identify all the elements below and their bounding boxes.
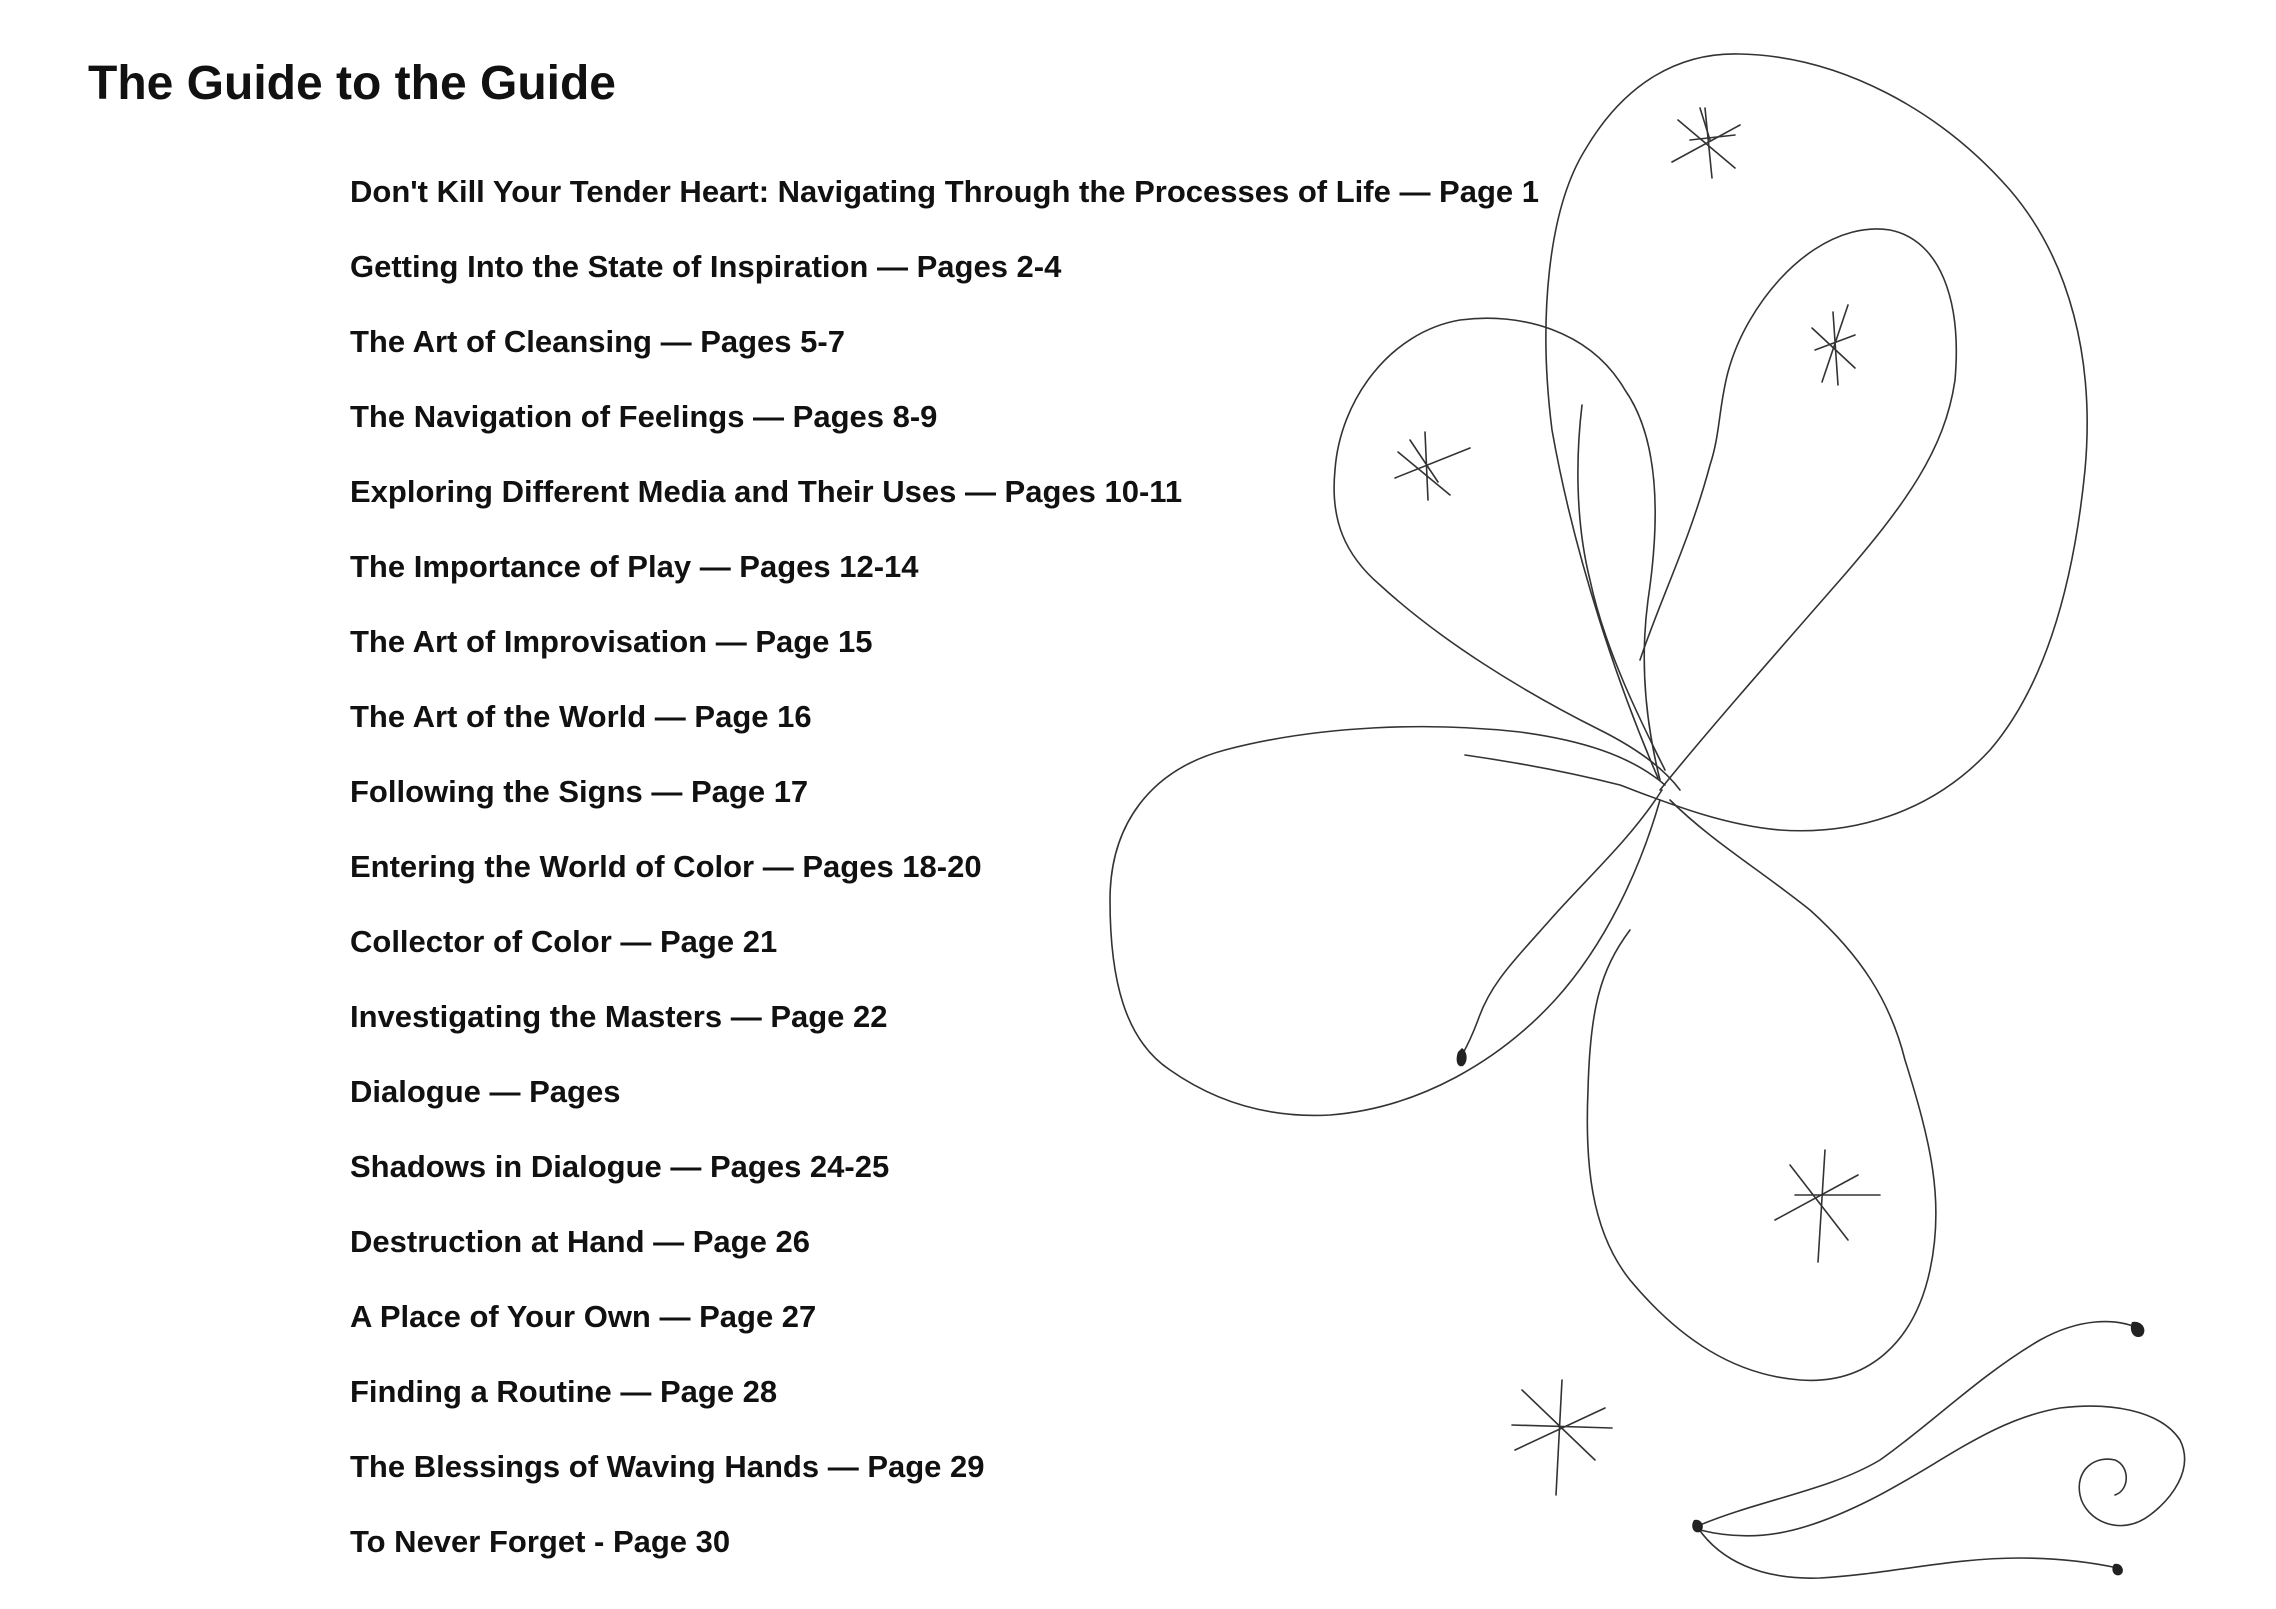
swirl-lower-tip xyxy=(2112,1564,2122,1576)
toc-entry: The Navigation of Feelings — Pages 8-9 xyxy=(350,399,938,434)
toc-entry: Investigating the Masters — Page 22 xyxy=(350,999,888,1034)
toc-entry: Shadows in Dialogue — Pages 24-25 xyxy=(350,1149,890,1184)
toc-entry: A Place of Your Own — Page 27 xyxy=(350,1299,817,1334)
star-icon xyxy=(1775,1150,1880,1262)
swirl-root-knot xyxy=(1692,1520,1703,1533)
star-icon xyxy=(1812,305,1855,385)
swirl-spiral xyxy=(1700,1406,2185,1536)
toc-entry: The Art of Cleansing — Pages 5-7 xyxy=(350,324,845,359)
toc-entry: The Importance of Play — Pages 12-14 xyxy=(350,549,919,584)
petal-upper-large xyxy=(1465,54,2087,831)
toc-entry: Finding a Routine — Page 28 xyxy=(350,1374,778,1409)
toc-entry: Don't Kill Your Tender Heart: Navigating Through the Processes of Life — Page 1 xyxy=(350,174,1540,209)
toc-entry: Getting Into the State of Inspiration — Pages 2-4 xyxy=(350,249,1062,284)
toc-entry: The Art of the World — Page 16 xyxy=(350,699,812,734)
toc-entry: Entering the World of Color — Pages 18-20 xyxy=(350,849,982,884)
swirl-lower xyxy=(1698,1528,2118,1578)
toc-entry: Collector of Color — Page 21 xyxy=(350,924,778,959)
toc-entry: Dialogue — Pages xyxy=(350,1074,621,1109)
swirl-upper-tip xyxy=(2131,1322,2145,1337)
swirl-upper xyxy=(1700,1322,2138,1525)
toc-entry: Following the Signs — Page 17 xyxy=(350,774,809,809)
table-of-contents xyxy=(350,166,1539,1591)
toc-entry: The Blessings of Waving Hands — Page 29 xyxy=(350,1449,985,1484)
petal-right-lower xyxy=(1587,800,1936,1380)
petal-upper-inner xyxy=(1578,229,1956,790)
toc-entry: Exploring Different Media and Their Uses — Pages 10-11 xyxy=(350,474,1183,509)
star-icon xyxy=(1672,108,1740,178)
toc-entry: Destruction at Hand — Page 26 xyxy=(350,1224,810,1259)
page-title: The Guide to the Guide xyxy=(88,57,616,110)
toc-entry: The Art of Improvisation — Page 15 xyxy=(350,624,873,659)
toc-entry: To Never Forget - Page 30 xyxy=(350,1524,731,1559)
